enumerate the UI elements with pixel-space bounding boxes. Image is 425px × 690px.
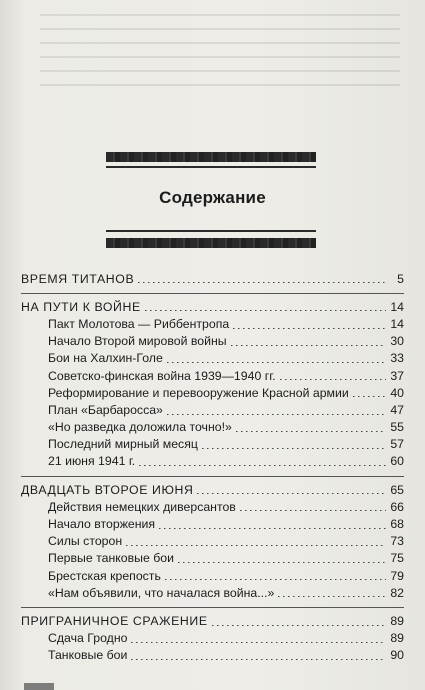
- entry-title: Бои на Халхин-Голе: [48, 351, 163, 366]
- entry-title: Начало Второй мировой войны: [48, 334, 227, 349]
- dot-leader: [167, 414, 386, 415]
- page-number: 14: [390, 316, 404, 331]
- dot-leader: [178, 562, 386, 563]
- toc-section-entry[interactable]: [21, 612, 404, 629]
- page-number: 30: [390, 334, 404, 349]
- entry-title: Пакт Молотова — Риббентропа: [48, 316, 230, 331]
- page-number: 79: [390, 568, 404, 583]
- entry-title: Танковые бои: [48, 648, 128, 663]
- show-through-text: [40, 14, 400, 104]
- dot-leader: [353, 396, 386, 397]
- dot-leader: [233, 328, 386, 329]
- table-of-contents: [21, 270, 404, 670]
- page-number: 73: [390, 534, 404, 549]
- entry-title: Советско-финская война 1939—1940 гг.: [48, 368, 276, 383]
- rule-bottom: [106, 230, 316, 232]
- dot-leader: [212, 625, 386, 626]
- section-spacer: [21, 664, 404, 670]
- page-number: 82: [390, 585, 404, 600]
- entry-title: Сдача Гродно: [48, 631, 128, 646]
- toc-entry[interactable]: [21, 333, 404, 350]
- page-number: 89: [390, 613, 404, 628]
- dot-leader: [159, 528, 386, 529]
- page-number: 57: [390, 437, 404, 452]
- entry-title: План «Барбаросса»: [48, 402, 163, 417]
- toc-entry[interactable]: [21, 533, 404, 550]
- entry-title: «Но разведка доложила точно!»: [48, 420, 232, 435]
- page-number: 14: [390, 299, 404, 314]
- toc-entry[interactable]: [21, 401, 404, 418]
- dot-leader: [138, 282, 386, 283]
- toc-section-entry[interactable]: [21, 298, 404, 315]
- toc-entry[interactable]: [21, 515, 404, 532]
- page-title: Содержание: [159, 188, 266, 207]
- page-number: 40: [390, 385, 404, 400]
- toc-entry[interactable]: [21, 630, 404, 647]
- page-number: 37: [390, 368, 404, 383]
- section-title: НА ПУТИ К ВОЙНЕ: [21, 299, 141, 314]
- toc-section-entry[interactable]: [21, 481, 404, 498]
- entry-title: Действия немецких диверсантов: [48, 499, 236, 514]
- dot-leader: [167, 362, 386, 363]
- toc-entry[interactable]: [21, 498, 404, 515]
- toc-entry[interactable]: [21, 384, 404, 401]
- rule-top: [106, 166, 316, 168]
- decorative-bar-top: [106, 152, 316, 162]
- dot-leader: [145, 310, 386, 311]
- page-number: 89: [390, 631, 404, 646]
- toc-entry[interactable]: [21, 584, 404, 601]
- toc-section: [21, 476, 404, 607]
- dot-leader: [131, 659, 386, 660]
- toc-section-entry[interactable]: [21, 270, 404, 287]
- toc-section: [21, 270, 404, 293]
- entry-title: Реформирование и перевооружение Красной армии: [48, 385, 349, 400]
- entry-title: Брестская крепость: [48, 568, 161, 583]
- page-number: 66: [390, 499, 404, 514]
- page-footer-mark: [24, 683, 54, 690]
- page-number: 68: [390, 517, 404, 532]
- page-number: 75: [390, 551, 404, 566]
- toc-entry[interactable]: [21, 367, 404, 384]
- entry-title: «Нам объявили, что началася война...»: [48, 585, 275, 600]
- toc-entry[interactable]: [21, 453, 404, 470]
- toc-entry[interactable]: [21, 550, 404, 567]
- page-number: 60: [390, 454, 404, 469]
- section-title: ВРЕМЯ ТИТАНОВ: [21, 271, 135, 286]
- entry-title: Первые танковые бои: [48, 551, 175, 566]
- dot-leader: [236, 431, 386, 432]
- toc-entry[interactable]: [21, 647, 404, 664]
- toc-entry[interactable]: [21, 567, 404, 584]
- section-title: ДВАДЦАТЬ ВТОРОЕ ИЮНЯ: [21, 482, 194, 497]
- entry-title: Силы сторон: [48, 534, 123, 549]
- dot-leader: [231, 345, 386, 346]
- page-number: 55: [390, 420, 404, 435]
- dot-leader: [278, 596, 386, 597]
- section-title: ПРИГРАНИЧНОЕ СРАЖЕНИЕ: [21, 613, 208, 628]
- dot-leader: [139, 465, 386, 466]
- entry-title: Последний мирный месяц: [48, 437, 198, 452]
- dot-leader: [240, 510, 386, 511]
- dot-leader: [165, 579, 386, 580]
- toc-entry[interactable]: [21, 419, 404, 436]
- dot-leader: [197, 493, 386, 494]
- page-number: 65: [390, 482, 404, 497]
- dot-leader: [280, 379, 386, 380]
- page-number: 33: [390, 351, 404, 366]
- page-number: 47: [390, 402, 404, 417]
- dot-leader: [202, 448, 386, 449]
- page-number: 5: [397, 271, 404, 286]
- decorative-bar-bottom: [106, 238, 316, 248]
- toc-section: [21, 293, 404, 476]
- page-number: 90: [390, 648, 404, 663]
- dot-leader: [126, 545, 386, 546]
- toc-section: [21, 607, 404, 670]
- toc-entry[interactable]: [21, 315, 404, 332]
- entry-title: 21 июня 1941 г.: [48, 454, 136, 469]
- toc-entry[interactable]: [21, 436, 404, 453]
- toc-entry[interactable]: [21, 350, 404, 367]
- dot-leader: [131, 642, 386, 643]
- entry-title: Начало вторжения: [48, 517, 156, 532]
